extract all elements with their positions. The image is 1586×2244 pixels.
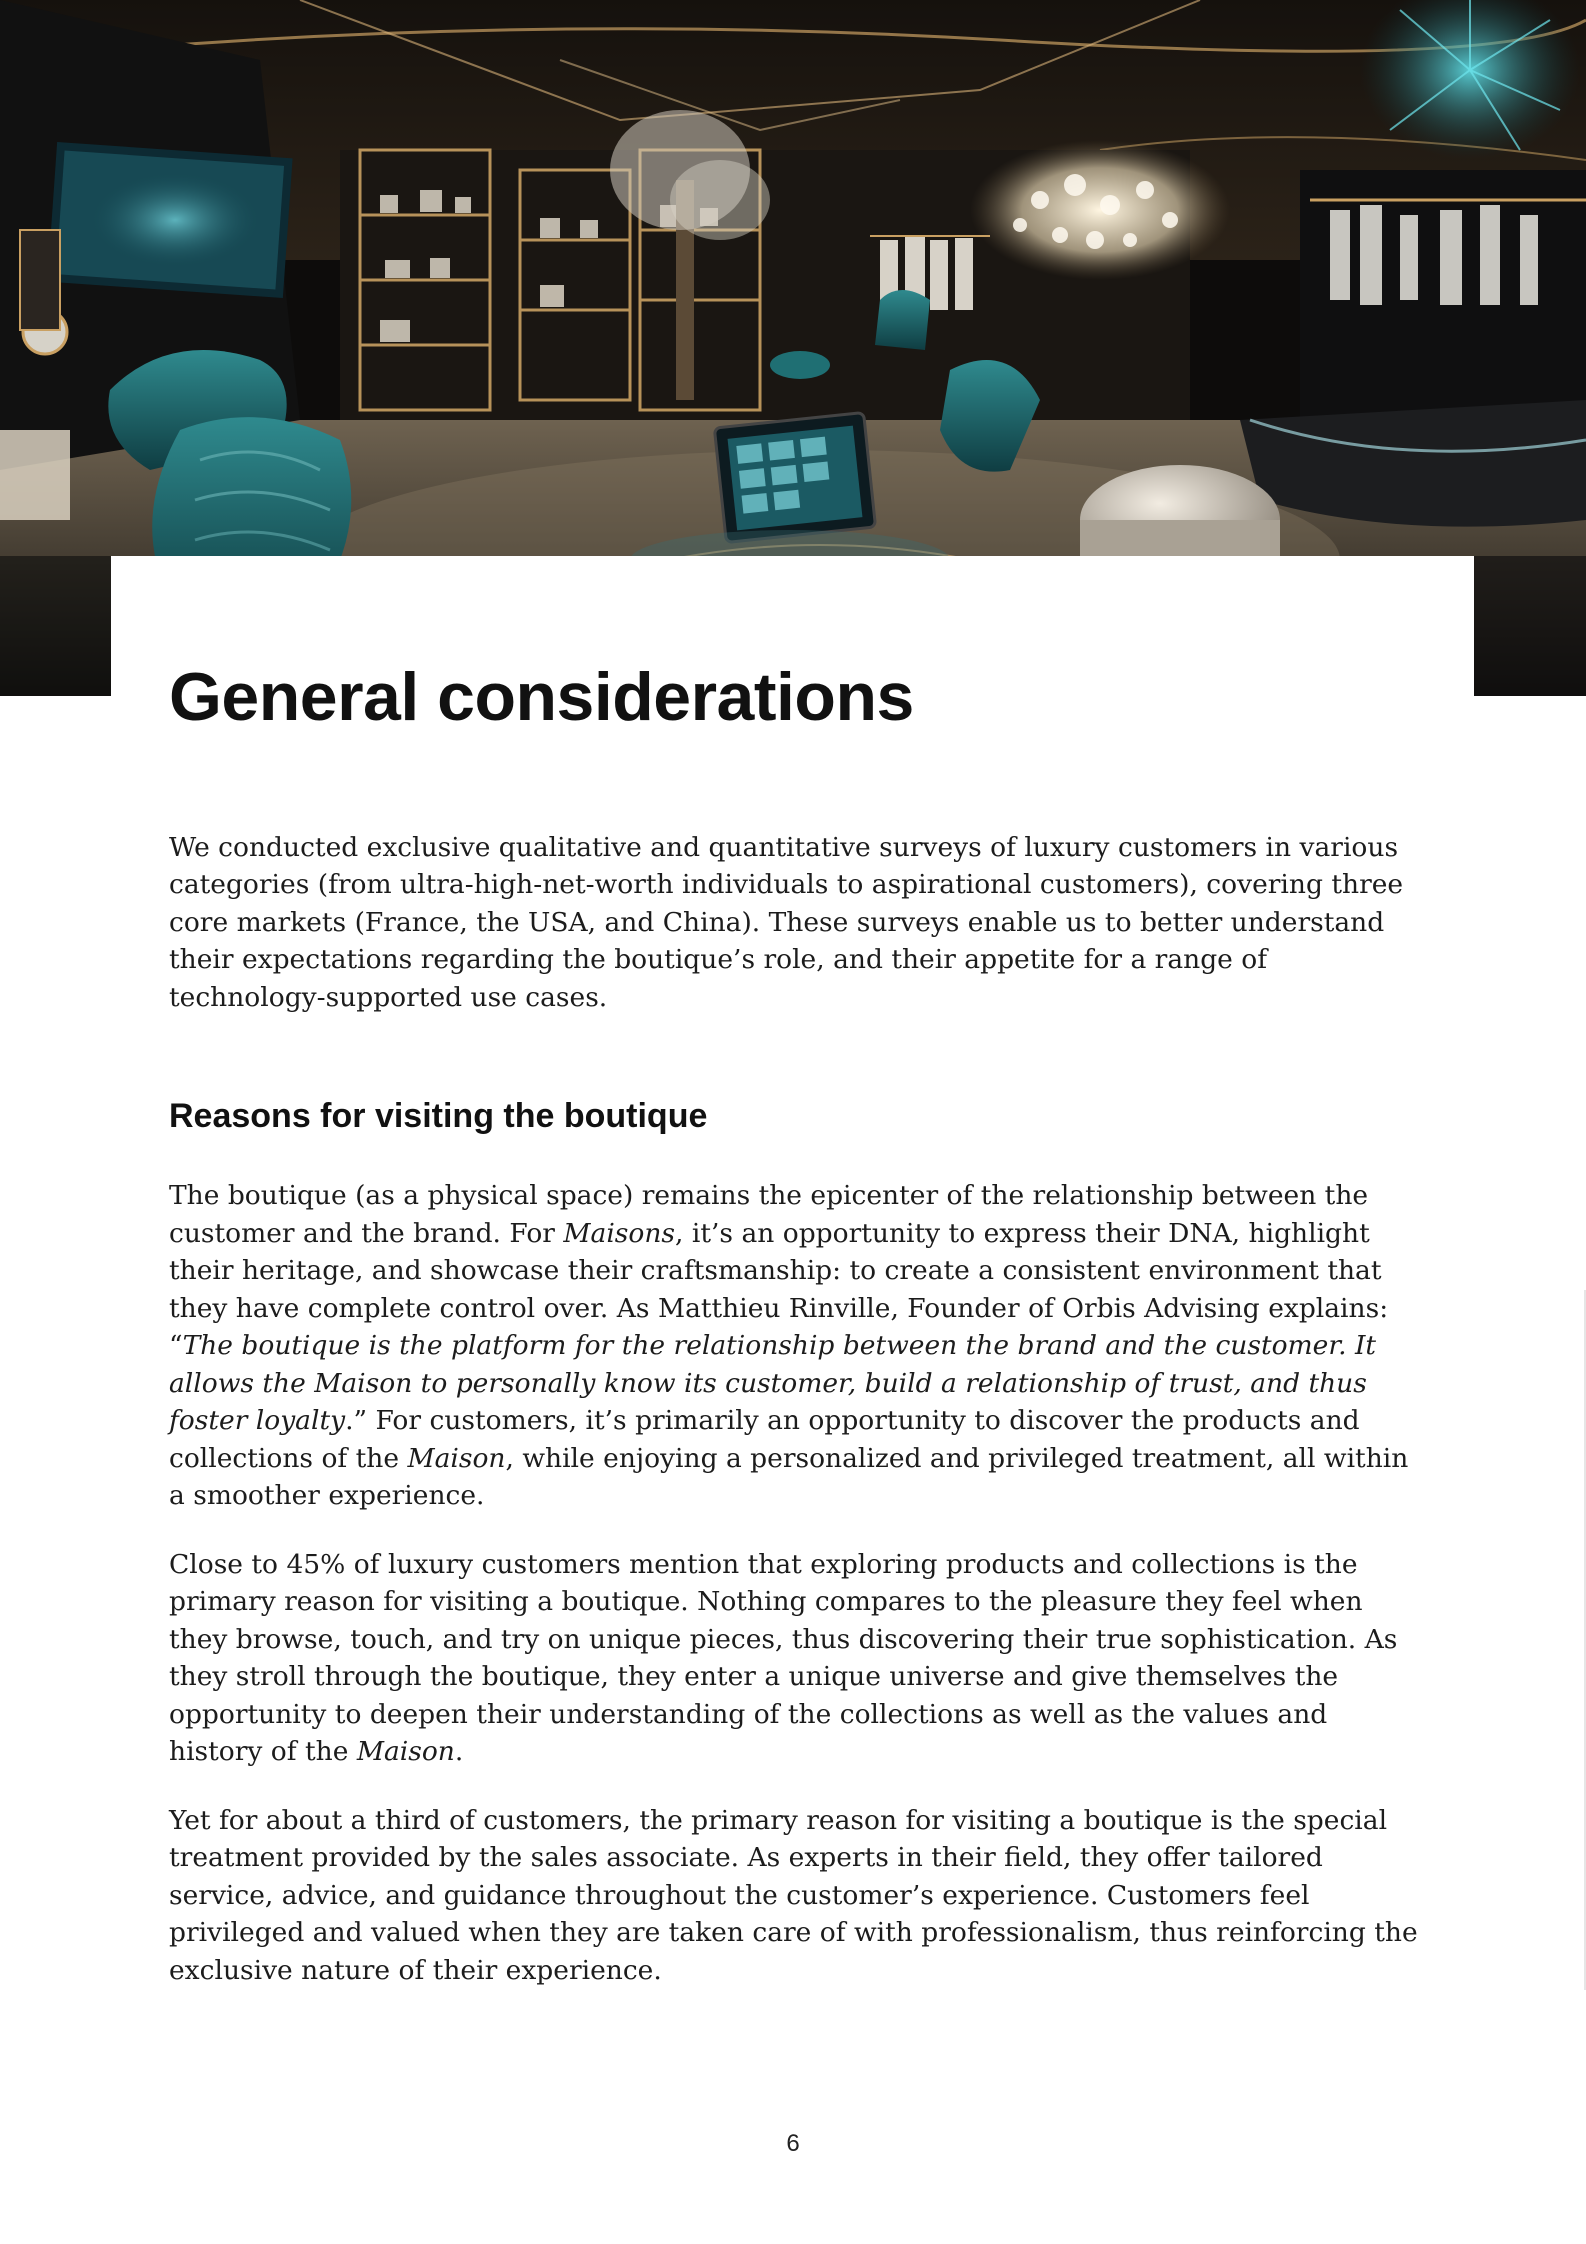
intro-section	[169, 829, 1429, 1017]
paragraph-3: Yet for about a third of customers, the primary reason for visiting a boutique is the special treatment provided by the sales associate. As experts in their field, they offer tailored service, advice, and guidance throughout the customer’s experience. Customers feel privileged and valued when they are taken care of with professionalism, thus reinforcing the exclusive nature of their experience.	[169, 1804, 1418, 1986]
page-number: 6	[786, 2130, 800, 2157]
paragraph-1: The boutique (as a physical space) remains the epicenter of the relationship between the customer and the brand. For Maisons, it’s an opportunity to express their DNA, highlight their heritage, and showcase their craftsmanship: to create a consistent environment that they have complete control over. As Matthieu Rinville, Founder of Orbis Advising explains: “The boutique is the platform for the relationship between the brand and the customer. It allows the Maison to personally know its customer, build a relationship of trust, and thus foster loyalty.” For customers, it’s primarily an opportunity to discover the products and collections of the Maison, while enjoying a personalized and privileged treatment, all within a smoother experience.	[169, 1180, 1409, 1512]
article-body	[169, 660, 1429, 2020]
page-title: General considerations	[169, 659, 914, 735]
paragraph-2: Close to 45% of luxury customers mention that exploring products and collections is the primary reason for visiting a boutique. Nothing compares to the pleasure they feel when they browse, touch, and try on unique pieces, thus discovering their true sophistication. As they stroll through the boutique, they enter a unique universe and give themselves the opportunity to deepen their understanding of the collections as well as the values and history of the Maison.	[169, 1548, 1398, 1768]
intro-paragraph: We conducted exclusive qualitative and quantitative surveys of luxury customers in various categories (from ultra-high-net-worth individuals to aspirational customers), covering three core markets (France, the USA, and China). These surveys enable us to better understand their expectations regarding the boutique’s role, and their appetite for a range of technology-supported use cases.	[169, 831, 1404, 1013]
section-heading: Reasons for visiting the boutique	[169, 1097, 708, 1136]
